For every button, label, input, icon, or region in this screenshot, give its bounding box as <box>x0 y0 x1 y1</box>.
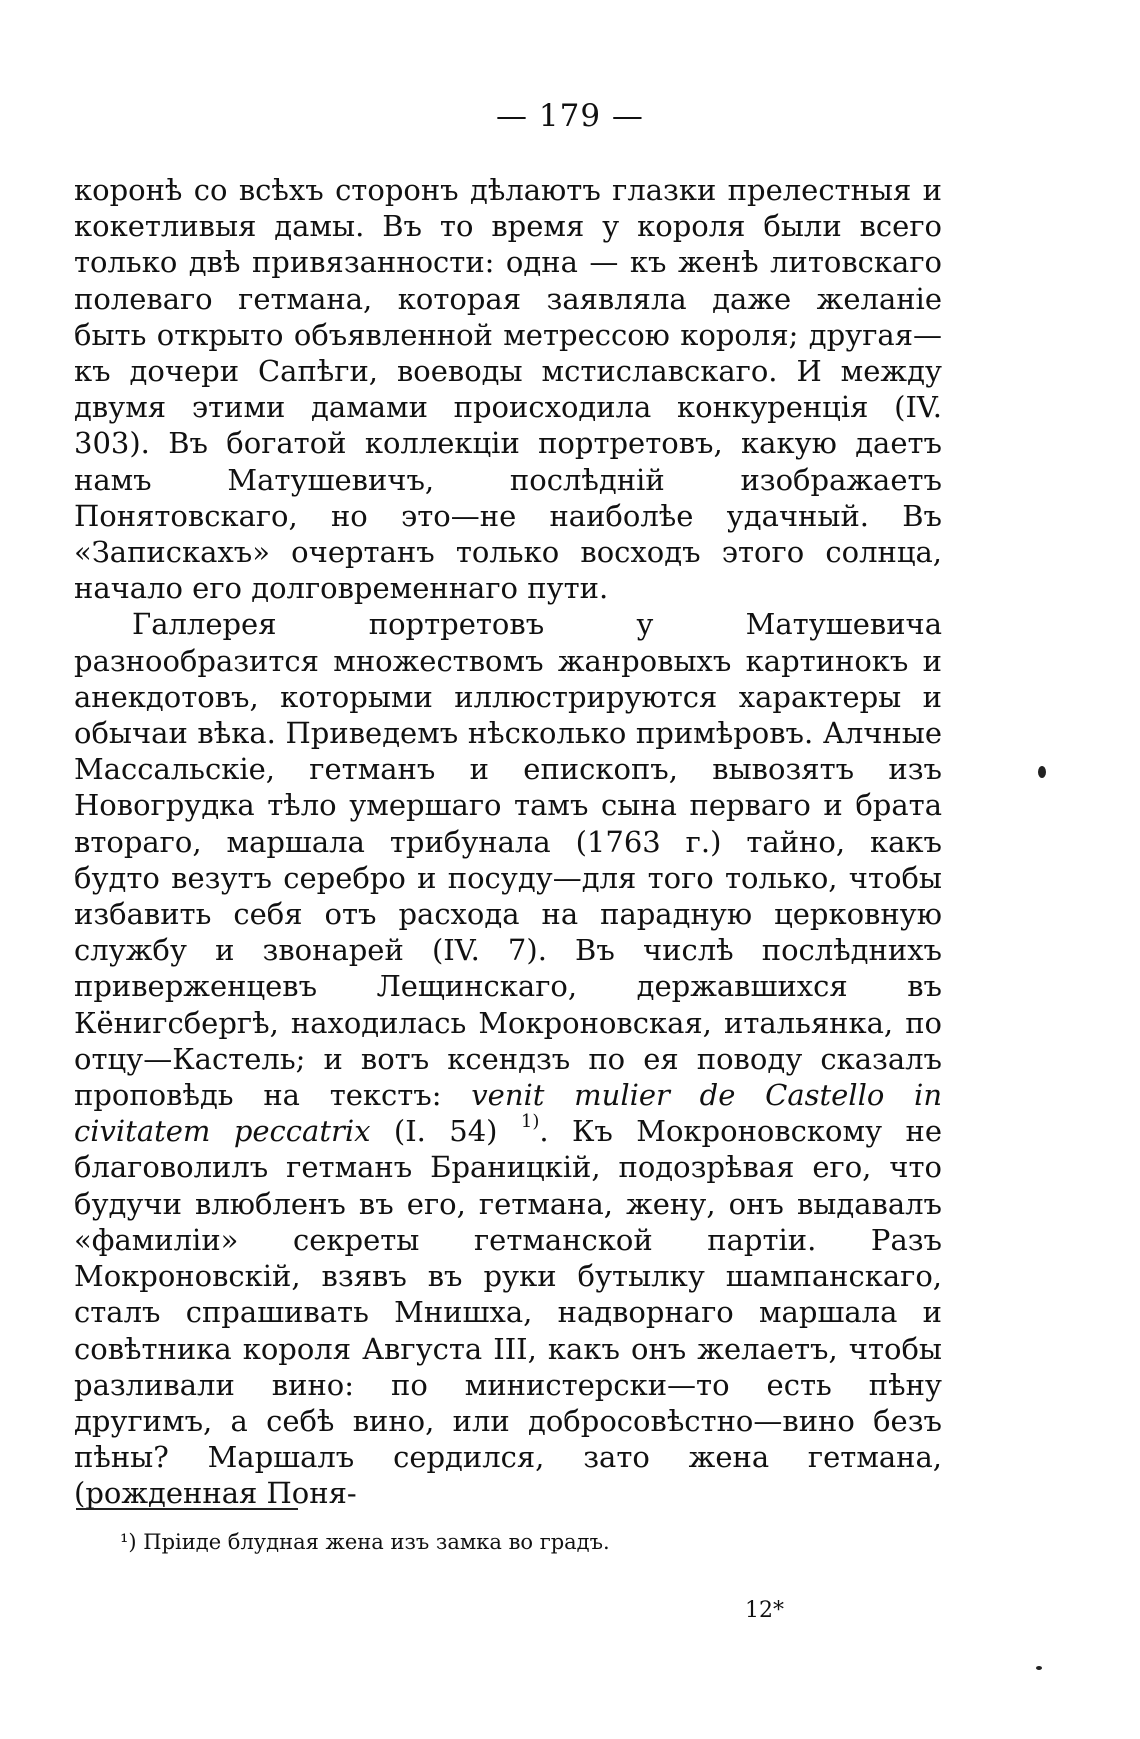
citation: (I. 54) <box>370 1114 521 1149</box>
footnote <box>120 1530 610 1554</box>
page-body <box>74 172 942 1512</box>
paragraph-2-text: Галлерея портретовъ у Матушевича разнообразится множествомъ жанровыхъ картинокъ и анекдотовъ, которыми иллюстрируются характеры и обычаи вѣка. Приведемъ нѣсколько примѣровъ. Алчные Массальскіе, гетманъ и епископъ, вывозятъ изъ Новогрудка тѣло умершаго тамъ сына перваго и брата втораго, маршала трибунала (1763 г.) тайно, какъ будто везутъ серебро и посуду—для того только, чтобы избавить себя отъ расхода на парадную церковную службу и звонарей (IV. 7). Въ числѣ послѣднихъ приверженцевъ Лещинскаго, державшихся въ Кёнигсбергѣ, находилась Мокроновская, итальянка, по отцу—Кастель; и вотъ ксендзъ по ея поводу сказалъ проповѣдь на текстъ: <box>74 607 942 1113</box>
signature-mark: 12* <box>745 1598 784 1623</box>
footnote-text: Пріиде блудная жена изъ замка во градъ. <box>136 1530 610 1554</box>
footnote-label: ¹) <box>120 1530 137 1554</box>
paragraph-2 <box>74 606 942 1511</box>
margin-speck <box>1038 766 1046 778</box>
paragraph-2-continuation: . Къ Мокроновскому не благоволилъ гетманъ Браницкій, подозрѣвая его, что будучи влюбленъ въ его, гетмана, жену, онъ выдавалъ «фамиліи» секреты гетманской партіи. Разъ Мокроновскій, взявъ въ руки бутылку шампанскаго, сталъ спрашивать Мнишха, надворнаго маршала и совѣтника короля Августа III, какъ онъ желаетъ, чтобы разливали вино: по министерски—то есть пѣну другимъ, а себѣ вино, или добросовѣстно—вино безъ пѣны? Маршалъ сердился, зато жена гетмана, (рожденная Поня- <box>74 1114 943 1511</box>
paragraph-1: коронѣ со всѣхъ сторонъ дѣлаютъ глазки прелестныя и кокетливыя дамы. Въ то время у короля были всего только двѣ привязанности: одна — къ женѣ литовскаго полеваго гетмана, которая заявляла даже желаніе быть открыто объявленной метрессою короля; другая—къ дочери Сапѣги, воеводы мстиславскаго. И между двумя этими дамами происходила конкуренція (IV. 303). Въ богатой коллекціи портретовъ, какую даетъ намъ Матушевичъ, послѣдній изображаетъ Понятовскаго, но это—не наиболѣе удачный. Въ «Запискахъ» очертанъ только восходъ этого солнца, начало его долговременнаго пути. <box>74 173 942 606</box>
latin-quote: venit mulier de Castello in civitatem peccatrix <box>74 1078 943 1149</box>
margin-speck <box>1036 1666 1042 1670</box>
page-number: — 179 — <box>496 98 644 134</box>
footnote-marker: 1) <box>520 1111 540 1133</box>
footnote-divider <box>76 1508 298 1510</box>
